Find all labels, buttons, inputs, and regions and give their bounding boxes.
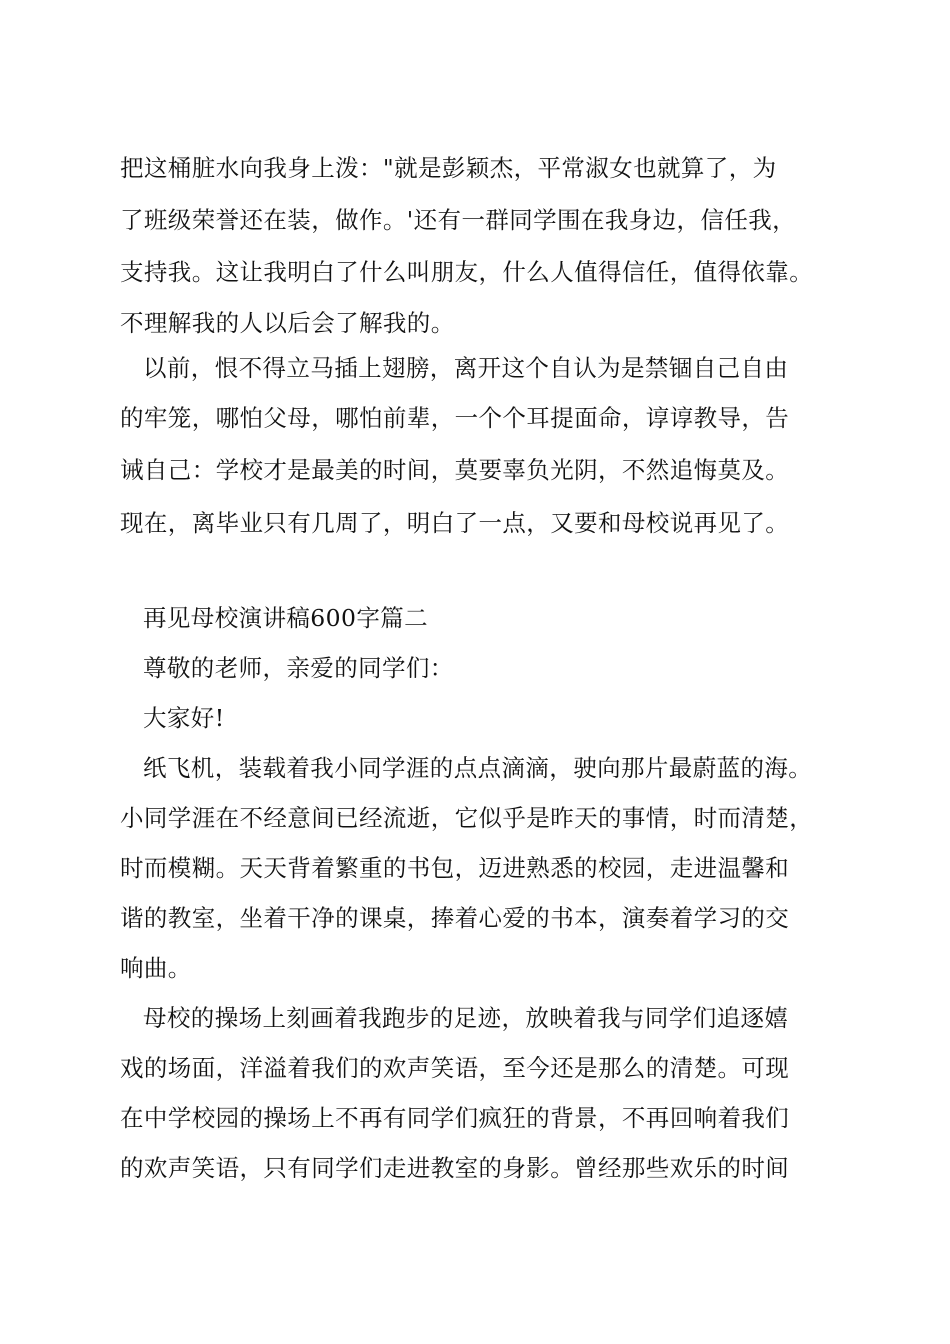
paragraph-line: 母校的操场上刻画着我跑步的足迹，放映着我与同学们追逐嬉 [143,1004,789,1032]
paragraph-line: 了班级荣誉还在装，做作。'还有一群同学围在我身边，信任我， [120,206,797,234]
paragraph-line: 谐的教室，坐着干净的课桌，捧着心爱的书本，演奏着学习的交 [120,904,790,932]
paragraph-line: 在中学校园的操场上不再有同学们疯狂的背景，不再回响着我们 [120,1104,790,1132]
paragraph-line: 时而模糊。天天背着繁重的书包，迈进熟悉的校园，走进温馨和 [120,854,790,882]
paragraph-line: 响曲。 [120,954,192,982]
paragraph-line: 戏的场面，洋溢着我们的欢声笑语，至今还是那么的清楚。可现 [120,1054,790,1082]
paragraph-line: 小同学涯在不经意间已经流逝，它似乎是昨天的事情，时而清楚， [120,804,814,832]
paragraph-line: 的牢笼，哪怕父母，哪怕前辈，一个个耳提面命，谆谆教导，告 [120,404,790,432]
paragraph-line: 的欢声笑语，只有同学们走进教室的身影。曾经那些欢乐的时间 [120,1154,790,1182]
paragraph-line: 现在，离毕业只有几周了，明白了一点，又要和母校说再见了。 [120,509,790,537]
paragraph-line: 把这桶脏水向我身上泼："就是彭颖杰，平常淑女也就算了，为 [120,154,777,182]
paragraph-line: 诫自己：学校才是最美的时间，莫要辜负光阴，不然追悔莫及。 [120,456,790,484]
paragraph-line: 不理解我的人以后会了解我的。 [120,309,455,337]
paragraph-line: 纸飞机，装载着我小同学涯的点点滴滴，驶向那片最蔚蓝的海。 [143,754,813,782]
section-heading: 再见母校演讲稿600字篇二 [143,604,429,632]
greeting: 大家好! [143,704,225,732]
salutation: 尊敬的老师，亲爱的同学们： [143,654,454,682]
paragraph-line: 支持我。这让我明白了什么叫朋友，什么人值得信任，值得依靠。 [120,258,814,286]
paragraph-line: 以前，恨不得立马插上翅膀，离开这个自认为是禁锢自己自由 [143,354,789,382]
